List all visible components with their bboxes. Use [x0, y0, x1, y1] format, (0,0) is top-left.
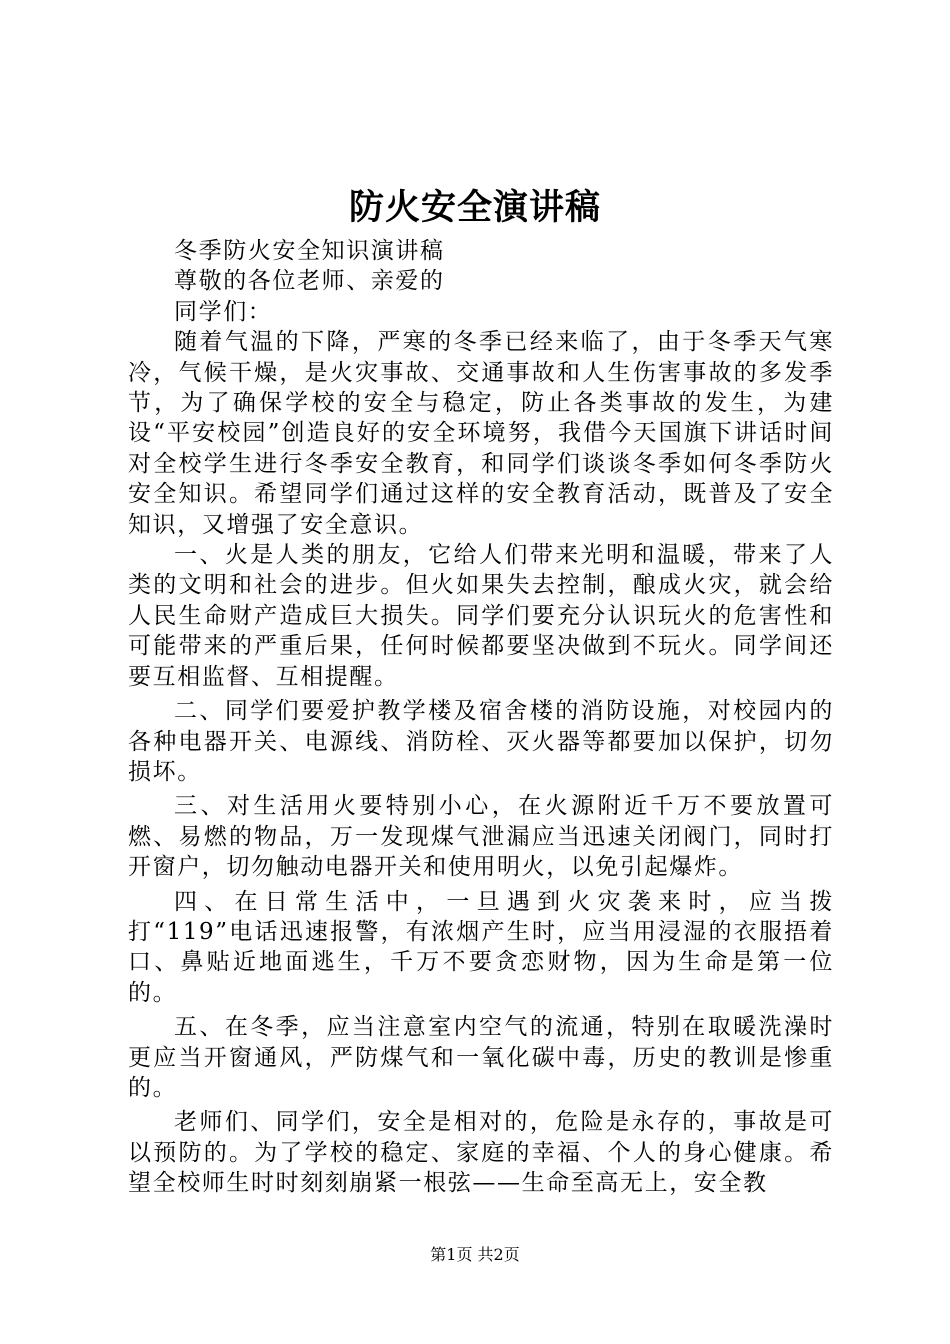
document-body [128, 236, 834, 1199]
paragraph-point-5: 五、在冬季，应当注意室内空气的流通，特别在取暖洗澡时更应当开窗通风，严防煤气和一氧化碳中毒，历史的教训是惨重的。 [128, 1014, 834, 1101]
paragraph-point-2: 二、同学们要爱护教学楼及宿舍楼的消防设施，对校园内的各种电器开关、电源线、消防栓、灭火器等都要加以保护，切勿损坏。 [128, 698, 834, 785]
subtitle: 冬季防火安全知识演讲稿 [174, 238, 445, 264]
paragraph-point-1: 一、火是人类的朋友，它给人们带来光明和温暖，带来了人类的文明和社会的进步。但火如果失去控制，酿成火灾，就会给人民生命财产造成巨大损失。同学们要充分认识玩火的危害性和可能带来的严重后果，任何时候都要坚决做到不玩火。同学间还要互相监督、互相提醒。 [128, 542, 834, 690]
salutation-line-1: 尊敬的各位老师、亲爱的 [174, 268, 445, 295]
page-footer: 第1页 共2页 [430, 1245, 520, 1264]
salutation-line-2: 同学们： [174, 298, 273, 325]
paragraph-intro: 随着气温的下降，严寒的冬季已经来临了，由于冬季天气寒冷，气候干燥，是火灾事故、交通事故和人生伤害事故的多发季节，为了确保学校的安全与稳定，防止各类事故的发生，为建设“平安校园”创造良好的安全环境努，我借今天国旗下讲话时间对全校学生进行冬季安全教育，和同学们谈谈冬季如何冬季防火安全知识。希望同学们通过这样的安全教育活动，既普及了安全知识，又增强了安全意识。 [128, 329, 834, 538]
paragraph-closing: 老师们、同学们，安全是相对的，危险是永存的，事故是可以预防的。为了学校的稳定、家庭的幸福、个人的身心健康。希望全校师生时时刻刻崩紧一根弦——生命至高无上，安全教 [128, 1109, 834, 1197]
paragraph-point-4: 四、在日常生活中，一旦遇到火灾袭来时，应当拨打“119”电话迅速报警，有浓烟产生时，应当用浸湿的衣服捂着口、鼻贴近地面逃生，千万不要贪恋财物，因为生命是第一位的。 [128, 888, 834, 1006]
paragraph-point-3: 三、对生活用火要特别小心，在火源附近千万不要放置可燃、易燃的物品，万一发现煤气泄漏应当迅速关闭阀门，同时打开窗户，切勿触动电器开关和使用明火，以免引起爆炸。 [128, 793, 834, 881]
document-title: 防火安全演讲稿 [348, 187, 601, 228]
